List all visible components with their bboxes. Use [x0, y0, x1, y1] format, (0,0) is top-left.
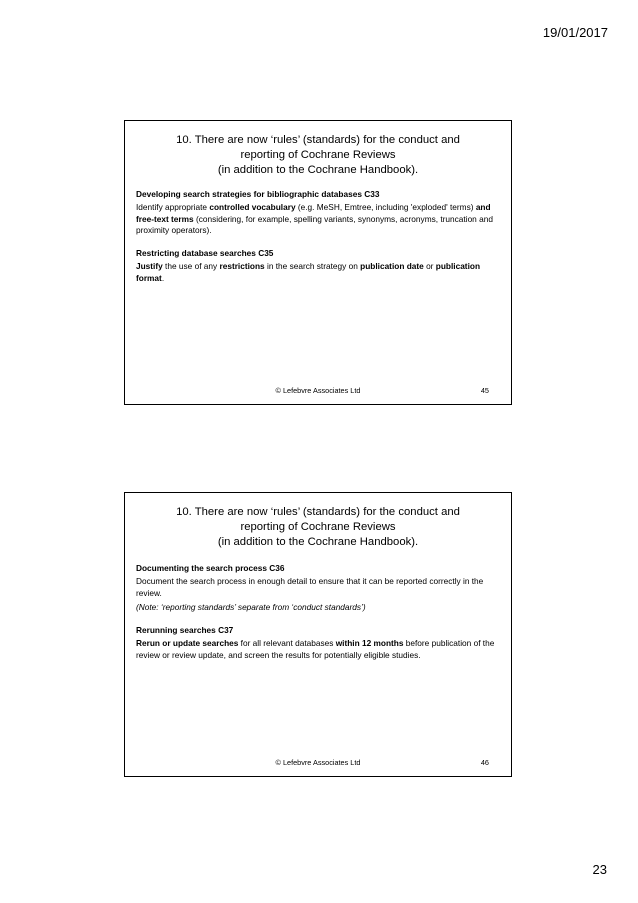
section-text-c37 [136, 638, 501, 662]
bold-run: controlled vocabulary [209, 201, 296, 212]
slide-footer-copyright: © Lefebvre Associates Ltd [275, 386, 361, 395]
section-heading-c36: Documenting the search process C36 [136, 563, 285, 573]
text-run: before publication of the review or review update, and screen the results for potentially eligible studies. [136, 637, 495, 660]
section-note-c36: (Note: ‘reporting standards’ separate from ‘conduct standards’) [136, 602, 366, 613]
slide-45 [124, 120, 512, 405]
bold-run: within 12 months [335, 637, 404, 648]
page-date: 19/01/2017 [542, 25, 608, 40]
text-run: Identify appropriate [136, 201, 210, 212]
slide-footer-copyright: © Lefebvre Associates Ltd [275, 758, 361, 767]
slide-title-line: reporting of Cochrane Reviews [240, 521, 396, 533]
bold-run: Justify [136, 260, 163, 271]
section-heading-c37: Rerunning searches C37 [136, 625, 234, 636]
page-number: 23 [592, 862, 607, 877]
text-run: in the search strategy on [264, 260, 361, 271]
slide-number: 46 [480, 758, 489, 767]
slide-title-line: (in addition to the Cochrane Handbook). [217, 164, 419, 176]
slide-title [139, 505, 497, 550]
slide-title-line: reporting of Cochrane Reviews [240, 149, 396, 161]
slide-46 [124, 492, 512, 777]
text-run: (e.g. MeSH, Emtree, including 'exploded' terms) [295, 201, 476, 212]
section-text-c35 [136, 261, 501, 285]
slide-title-line: (in addition to the Cochrane Handbook). [217, 536, 419, 548]
slide-body [136, 563, 501, 662]
section-heading-c33: Developing search strategies for bibliographic databases C33 [136, 189, 380, 199]
section-heading-c35: Restricting database searches C35 [136, 248, 274, 259]
text-run: (considering, for example, spelling variants, synonyms, acronyms, truncation and proximity operators). [136, 213, 493, 236]
bold-run: and free-text terms [136, 201, 491, 224]
section-text-c33 [136, 202, 501, 237]
text-run: or [423, 260, 436, 271]
text-run: . [161, 272, 165, 283]
slide-number: 45 [480, 386, 489, 395]
slide-body [136, 189, 501, 285]
section-text-c36: Document the search process in enough detail to ensure that it can be reported correctly in the review. [136, 575, 484, 598]
bold-run: publication date [360, 260, 424, 271]
slide-title [139, 133, 497, 178]
bold-run: publication format [136, 260, 481, 283]
text-run: the use of any [162, 260, 220, 271]
slide-title-line: 10. There are now ‘rules’ (standards) for the conduct and [176, 134, 460, 146]
bold-run: Rerun or update searches [136, 637, 239, 648]
slide-title-line: 10. There are now ‘rules’ (standards) for the conduct and [176, 506, 460, 518]
text-run: for all relevant databases [238, 637, 336, 648]
bold-run: restrictions [219, 260, 265, 271]
